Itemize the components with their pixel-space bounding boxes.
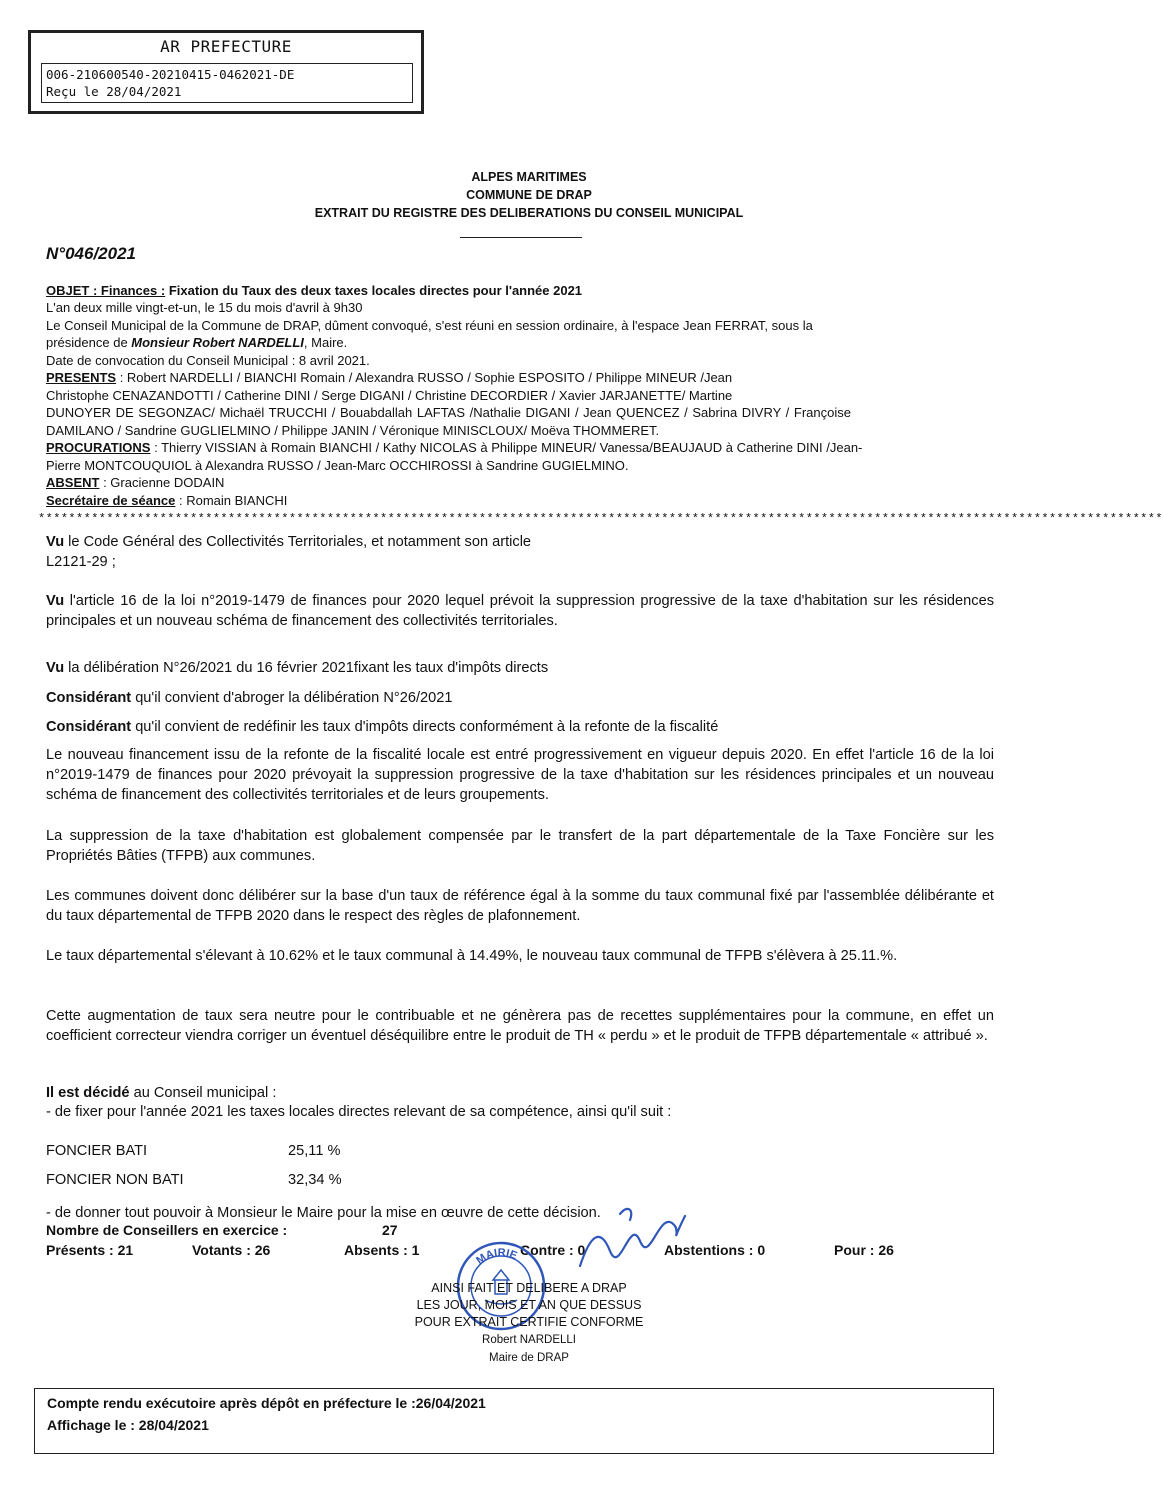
signature-line-3: POUR EXTRAIT CERTIFIE CONFORME	[414, 1315, 644, 1329]
decision-item-2: - de donner tout pouvoir à Monsieur le Maire pour la mise en œuvre de cette décision.	[46, 1205, 601, 1221]
considerant-1-text: qu'il convient d'abroger la délibération N°26/2021	[131, 690, 453, 706]
convened-line-2	[46, 335, 347, 350]
secretary-label: Secrétaire de séance	[46, 493, 176, 508]
paragraph-suppression: La suppression de la taxe d'habitation est globalement compensée par le transfert de la part départementale de la Taxe Foncière sur les Propriétés Bâties (TFPB) aux communes.	[46, 828, 994, 864]
convocation-date: Date de convocation du Conseil Municipal : 8 avril 2021.	[46, 353, 370, 368]
register-heading: EXTRAIT DU REGISTRE DES DELIBERATIONS DU CONSEIL MUNICIPAL	[314, 206, 744, 220]
considerant-1	[46, 688, 994, 708]
signature-line-2: LES JOUR, MOIS ET AN QUE DESSUS	[416, 1298, 642, 1312]
svg-text:MAIRIE	[474, 1247, 519, 1267]
ar-reference: 006-210600540-20210415-0462021-DE	[46, 67, 295, 82]
procurations-line-2: Pierre MONTCOUQUIOL à Alexandra RUSSO / Jean-Marc OCCHIROSSI à Sandrine GUGIELMINO.	[46, 458, 629, 473]
asterisk-separator: ****************************************************************************************************************************************************	[38, 512, 1163, 526]
ar-received-date: Reçu le 28/04/2021	[46, 84, 182, 99]
vu-word: Vu	[46, 593, 65, 609]
objet-text: Fixation du Taux des deux taxes locales directes pour l'année 2021	[165, 283, 583, 298]
paragraph-taux-calcul: Le taux départemental s'élevant à 10.62% et le taux communal à 14.49%, le nouveau taux communal de TFPB s'élèvera à 25.11.%.	[46, 948, 898, 964]
department-heading: ALPES MARITIMES	[471, 170, 587, 184]
secretary-line	[46, 493, 287, 508]
compte-rendu-line: Compte rendu exécutoire après dépôt en préfecture le :26/04/2021	[47, 1395, 486, 1411]
rate-label-foncier-non-bati: FONCIER NON BATI	[46, 1172, 184, 1188]
vote-presents: Présents : 21	[46, 1242, 134, 1258]
signature-line-1: AINSI FAIT ET DELIBERE A DRAP	[431, 1281, 627, 1295]
procurations-label: PROCURATIONS	[46, 440, 151, 455]
mayor-name: Robert NARDELLI	[482, 1334, 576, 1346]
vote-contre: Contre : 0	[520, 1242, 586, 1258]
considerant-word: Considérant	[46, 719, 132, 735]
absent-line	[46, 475, 224, 490]
paragraph-neutralite: Cette augmentation de taux sera neutre pour le contribuable et ne génèrera pas de recettes supplémentaires pour la commune, en effet un coefficient correcteur viendra corriger un éventuel déséquilibre entre le produit de TH « perdu » et le produit de TFPB départementale « attribué ».	[46, 1008, 994, 1044]
footer-box	[34, 1388, 994, 1454]
vote-abstentions: Abstentions : 0	[664, 1242, 766, 1258]
presents-line-2: Christophe CENAZANDOTTI / Catherine DINI / Serge DIGANI / Christine DECORDIER / Xavier JARJANETTE/ Martine	[46, 388, 733, 403]
secretary-text: : Romain BIANCHI	[175, 493, 288, 508]
ar-stamp-details	[41, 63, 413, 103]
rate-value-foncier-non-bati: 32,34 %	[288, 1172, 342, 1188]
presents-line-4: DAMILANO / Sandrine GUGLIELMINO / Philippe JANIN / Véronique MINISCLOUX/ Moëva THOMMERET.	[46, 423, 660, 438]
vu1-article: L2121-29 ;	[46, 554, 116, 570]
vote-pour: Pour : 26	[834, 1242, 894, 1258]
ar-prefecture-stamp	[28, 30, 424, 114]
considerant-2	[46, 717, 994, 737]
mayor-title: Maire de DRAP	[489, 1352, 569, 1364]
paragraph-refonte: Le nouveau financement issu de la refonte de la fiscalité locale est entré progressivement en vigueur depuis 2020. En effet l'article 16 de la loi n°2019-1479 de finances pour 2020 prévoyait la suppression progressive de la taxe d'habitation sur les résidences principales et un nouveau schéma de financement des collectivités territoriales et de leurs groupements.	[46, 747, 994, 803]
vu3-text: la délibération N°26/2021 du 16 février 2021fixant les taux d'impôts directs	[64, 660, 549, 676]
vote-votants: Votants : 26	[192, 1242, 271, 1258]
vu1-text: le Code Général des Collectivités Territoriales, et notamment son article	[64, 534, 532, 550]
decision-rest: au Conseil municipal :	[129, 1085, 277, 1101]
president-name: Monsieur Robert NARDELLI	[131, 335, 304, 350]
rate-label-foncier-bati: FONCIER BATI	[46, 1143, 148, 1159]
procurations-text-1: : Thierry VISSIAN à Romain BIANCHI / Kathy NICOLAS à Philippe MINEUR/ Vanessa/BEAUJAUD à Catherine DINI /Jean-	[150, 440, 863, 455]
presents-line-3: DUNOYER DE SEGONZAC/ Michaël TRUCCHI / Bouabdallah LAFTAS /Nathalie DIGANI / Jean QUENCEZ / Sabrina DIVRY / Françoise	[46, 405, 851, 420]
convened-post: , Maire.	[303, 335, 348, 350]
procurations-line-1	[46, 440, 862, 455]
header-divider	[460, 237, 582, 238]
considerant-word: Considérant	[46, 690, 132, 706]
presents-line-1	[46, 370, 732, 385]
conseillers-value: 27	[382, 1222, 398, 1238]
commune-heading: COMMUNE DE DRAP	[466, 188, 592, 202]
absent-text: : Gracienne DODAIN	[99, 475, 225, 490]
deliberation-number: N°046/2021	[46, 244, 136, 263]
decision-item-1: - de fixer pour l'année 2021 les taxes locales directes relevant de sa compétence, ainsi qu'il suit :	[46, 1104, 672, 1120]
paragraph-taux-reference: Les communes doivent donc délibérer sur la base d'un taux de référence égal à la somme du taux communal fixé par l'assemblée délibérante et du taux départemental de TFPB 2020 dans le respect des règles de plafonnement.	[46, 888, 994, 924]
conseillers-label: Nombre de Conseillers en exercice :	[46, 1222, 288, 1238]
decision-intro	[46, 1083, 994, 1103]
objet-line	[46, 283, 582, 298]
vu-deliberation	[46, 658, 994, 678]
affichage-line: Affichage le : 28/04/2021	[47, 1417, 209, 1433]
vu-code-general	[46, 532, 994, 572]
presents-text-1: : Robert NARDELLI / BIANCHI Romain / Alexandra RUSSO / Sophie ESPOSITO / Philippe MINEUR /Jean	[116, 370, 733, 385]
mayor-signature-icon	[560, 1196, 700, 1276]
ar-stamp-title: AR PREFECTURE	[160, 37, 292, 56]
vu-word: Vu	[46, 534, 65, 550]
absent-label: ABSENT	[46, 475, 100, 490]
considerant-2-text: qu'il convient de redéfinir les taux d'impôts directs conformément à la refonte de la fiscalité	[131, 719, 719, 735]
rate-value-foncier-bati: 25,11 %	[288, 1143, 341, 1159]
convened-pre: présidence de	[46, 335, 132, 350]
vu-loi-finances	[46, 591, 994, 631]
decision-bold: Il est décidé	[46, 1085, 130, 1101]
convened-line-1: Le Conseil Municipal de la Commune de DRAP, dûment convoqué, s'est réuni en session ordinaire, à l'espace Jean FERRAT, sous la	[46, 318, 813, 333]
objet-label: OBJET : Finances :	[46, 283, 166, 298]
vu2-text: l'article 16 de la loi n°2019-1479 de finances pour 2020 lequel prévoit la suppression progressive de la taxe d'habitation sur les résidences principales et un nouveau schéma de financement des collectivités territoriales.	[46, 593, 994, 629]
vu-word: Vu	[46, 660, 65, 676]
presents-label: PRESENTS	[46, 370, 117, 385]
vote-absents: Absents : 1	[344, 1242, 420, 1258]
seal-text: MAIRIE	[474, 1246, 519, 1267]
meeting-date: L'an deux mille vingt-et-un, le 15 du mois d'avril à 9h30	[46, 300, 363, 315]
